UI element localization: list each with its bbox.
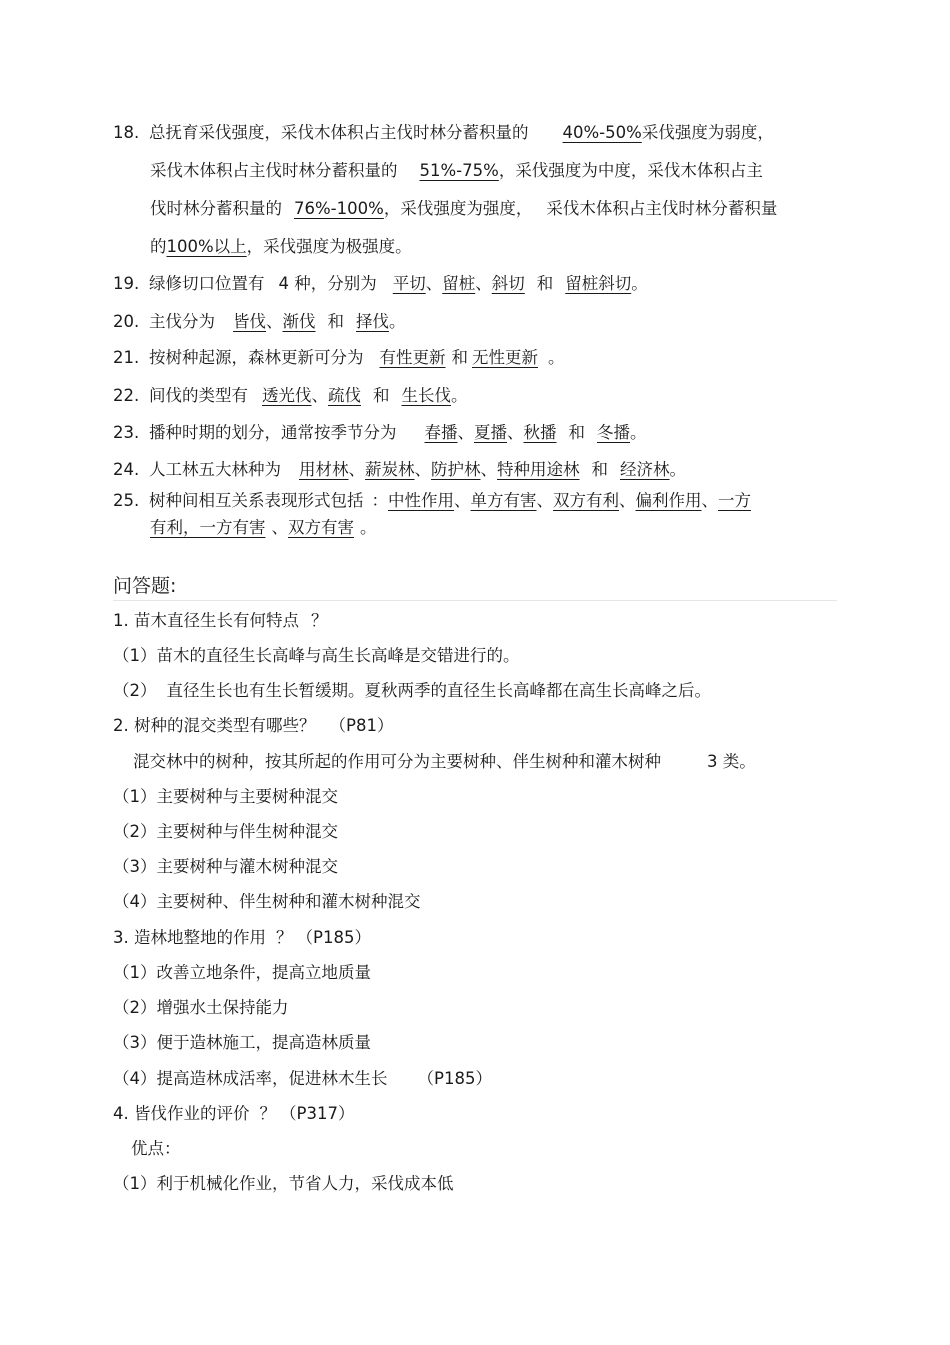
answer-blank: 疏伐 (328, 386, 361, 405)
heading-divider (113, 600, 837, 601)
answer-blank: 择伐 (356, 312, 389, 331)
question-25-line-2: 有利，一方有害 、双方有害 。 (150, 518, 377, 537)
qa-2-intro: 混交林中的树种，按其所起的作用可分为主要树种、伴生树种和灌木树种 3 类。 (133, 752, 756, 771)
answer-blank: 薪炭林 (365, 460, 415, 479)
answer-blank: 留桩斜切 (565, 274, 632, 293)
answer-blank: 冬播 (597, 423, 630, 442)
qa-2-item-2: （2）主要树种与伴生树种混交 (113, 822, 338, 841)
answer-blank: 76%-100% (294, 199, 384, 218)
qa-2-item-4: （4）主要树种、伴生树种和灌木树种混交 (113, 892, 421, 911)
answer-blank: 40%-50% (562, 123, 642, 142)
answer-blank: 偏利作用 (635, 491, 702, 510)
answer-blank: 有性更新 (379, 348, 446, 367)
question-number: 23. (113, 423, 140, 442)
qa-2-item-3: （3）主要树种与灌木树种混交 (113, 857, 338, 876)
answer-blank: 有利，一方有害 (150, 518, 266, 537)
answer-blank: 中性作用 (388, 491, 454, 510)
answer-blank: 透光伐 (262, 386, 312, 405)
answer-blank: 51%-75% (419, 161, 499, 180)
qa-4-subheading: 优点： (131, 1139, 181, 1158)
answer-blank: 一方 (718, 491, 751, 510)
qa-4-item-1: （1）利于机械化作业，节省人力，采伐成本低 (113, 1174, 454, 1193)
qa-1-item-1: （1）苗木的直径生长高峰与高生长高峰是交错进行的。 (113, 646, 520, 665)
question-18-line-3: 伐时林分蓄积量的 76%-100%，采伐强度为强度， 采伐木体积占主伐时林分蓄积量 (150, 199, 778, 218)
answer-blank: 斜切 (491, 274, 525, 293)
question-21: 21. 按树种起源，森林更新可分为 有性更新 和 无性更新 。 (113, 348, 565, 367)
qa-3-item-1: （1）改善立地条件，提高立地质量 (113, 963, 371, 982)
qa-2-title: 2. 树种的混交类型有哪些？ （P81） (113, 716, 394, 735)
question-24: 24. 人工林五大林种为 用材林、薪炭林、防护林、特种用途林 和 经济林。 (113, 460, 686, 479)
answer-blank: 单方有害 (470, 491, 537, 510)
qa-3-item-4: （4）提高造林成活率，促进林木生长 （P185） (113, 1069, 492, 1088)
answer-blank: 皆伐 (233, 312, 266, 331)
question-18-line-2: 采伐木体积占主伐时林分蓄积量的 51%-75%，采伐强度为中度，采伐木体积占主 (150, 161, 763, 180)
question-number: 19. (113, 274, 140, 293)
question-20: 20. 主伐分为 皆伐、渐伐 和 择伐。 (113, 312, 406, 331)
answer-blank: 无性更新 (472, 348, 538, 367)
answer-blank: 双方有利 (553, 491, 619, 510)
qa-3-item-2: （2）增强水土保持能力 (113, 998, 289, 1017)
answer-blank: 特种用途林 (497, 460, 580, 479)
question-number: 20. (113, 312, 140, 331)
section-heading: 问答题: (113, 575, 177, 597)
question-25-line-1: 25. 树种间相互关系表现形式包括 ：中性作用、单方有害、双方有利、偏利作用、一方 (113, 491, 751, 510)
question-number: 22. (113, 386, 140, 405)
answer-blank: 经济林 (620, 460, 670, 479)
answer-blank: 用材林 (299, 460, 349, 479)
question-number: 18. (113, 123, 140, 142)
answer-blank: 生长伐 (401, 386, 451, 405)
answer-blank: 秋播 (523, 423, 557, 442)
qa-4-title: 4. 皆伐作业的评价 ？ （P317） (113, 1104, 355, 1123)
answer-blank: 留桩 (442, 274, 476, 293)
answer-blank: 夏播 (474, 423, 507, 442)
answer-blank: 双方有害 (288, 518, 354, 537)
question-22: 22. 间伐的类型有 透光伐、疏伐 和 生长伐。 (113, 386, 468, 405)
question-18-line-4: 的100%以上，采伐强度为极强度。 (150, 237, 412, 256)
question-number: 25. (113, 491, 140, 510)
question-19: 19. 绿修切口位置有 4 种，分别为 平切、留桩、斜切 和 留桩斜切。 (113, 274, 648, 293)
answer-blank: 防护林 (431, 460, 481, 479)
answer-blank: 100%以上 (166, 237, 247, 256)
question-23: 23. 播种时期的划分，通常按季节分为 春播、夏播、秋播 和 冬播。 (113, 423, 647, 442)
question-number: 24. (113, 460, 140, 479)
qa-1-item-2: （2） 直径生长也有生长暂缓期。夏秋两季的直径生长高峰都在高生长高峰之后。 (113, 681, 711, 700)
qa-3-title: 3. 造林地整地的作用 ？ （P185） (113, 928, 371, 947)
qa-1-title: 1. 苗木直径生长有何特点 ？ (113, 611, 328, 630)
answer-blank: 渐伐 (282, 312, 316, 331)
answer-blank: 平切 (392, 274, 426, 293)
qa-2-item-1: （1）主要树种与主要树种混交 (113, 787, 338, 806)
question-18-line-1: 18. 总抚育采伐强度，采伐木体积占主伐时林分蓄积量的 40%-50%采伐强度为弱度， (113, 123, 774, 142)
qa-3-item-3: （3）便于造林施工，提高造林质量 (113, 1033, 371, 1052)
answer-blank: 春播 (424, 423, 458, 442)
question-number: 21. (113, 348, 140, 367)
